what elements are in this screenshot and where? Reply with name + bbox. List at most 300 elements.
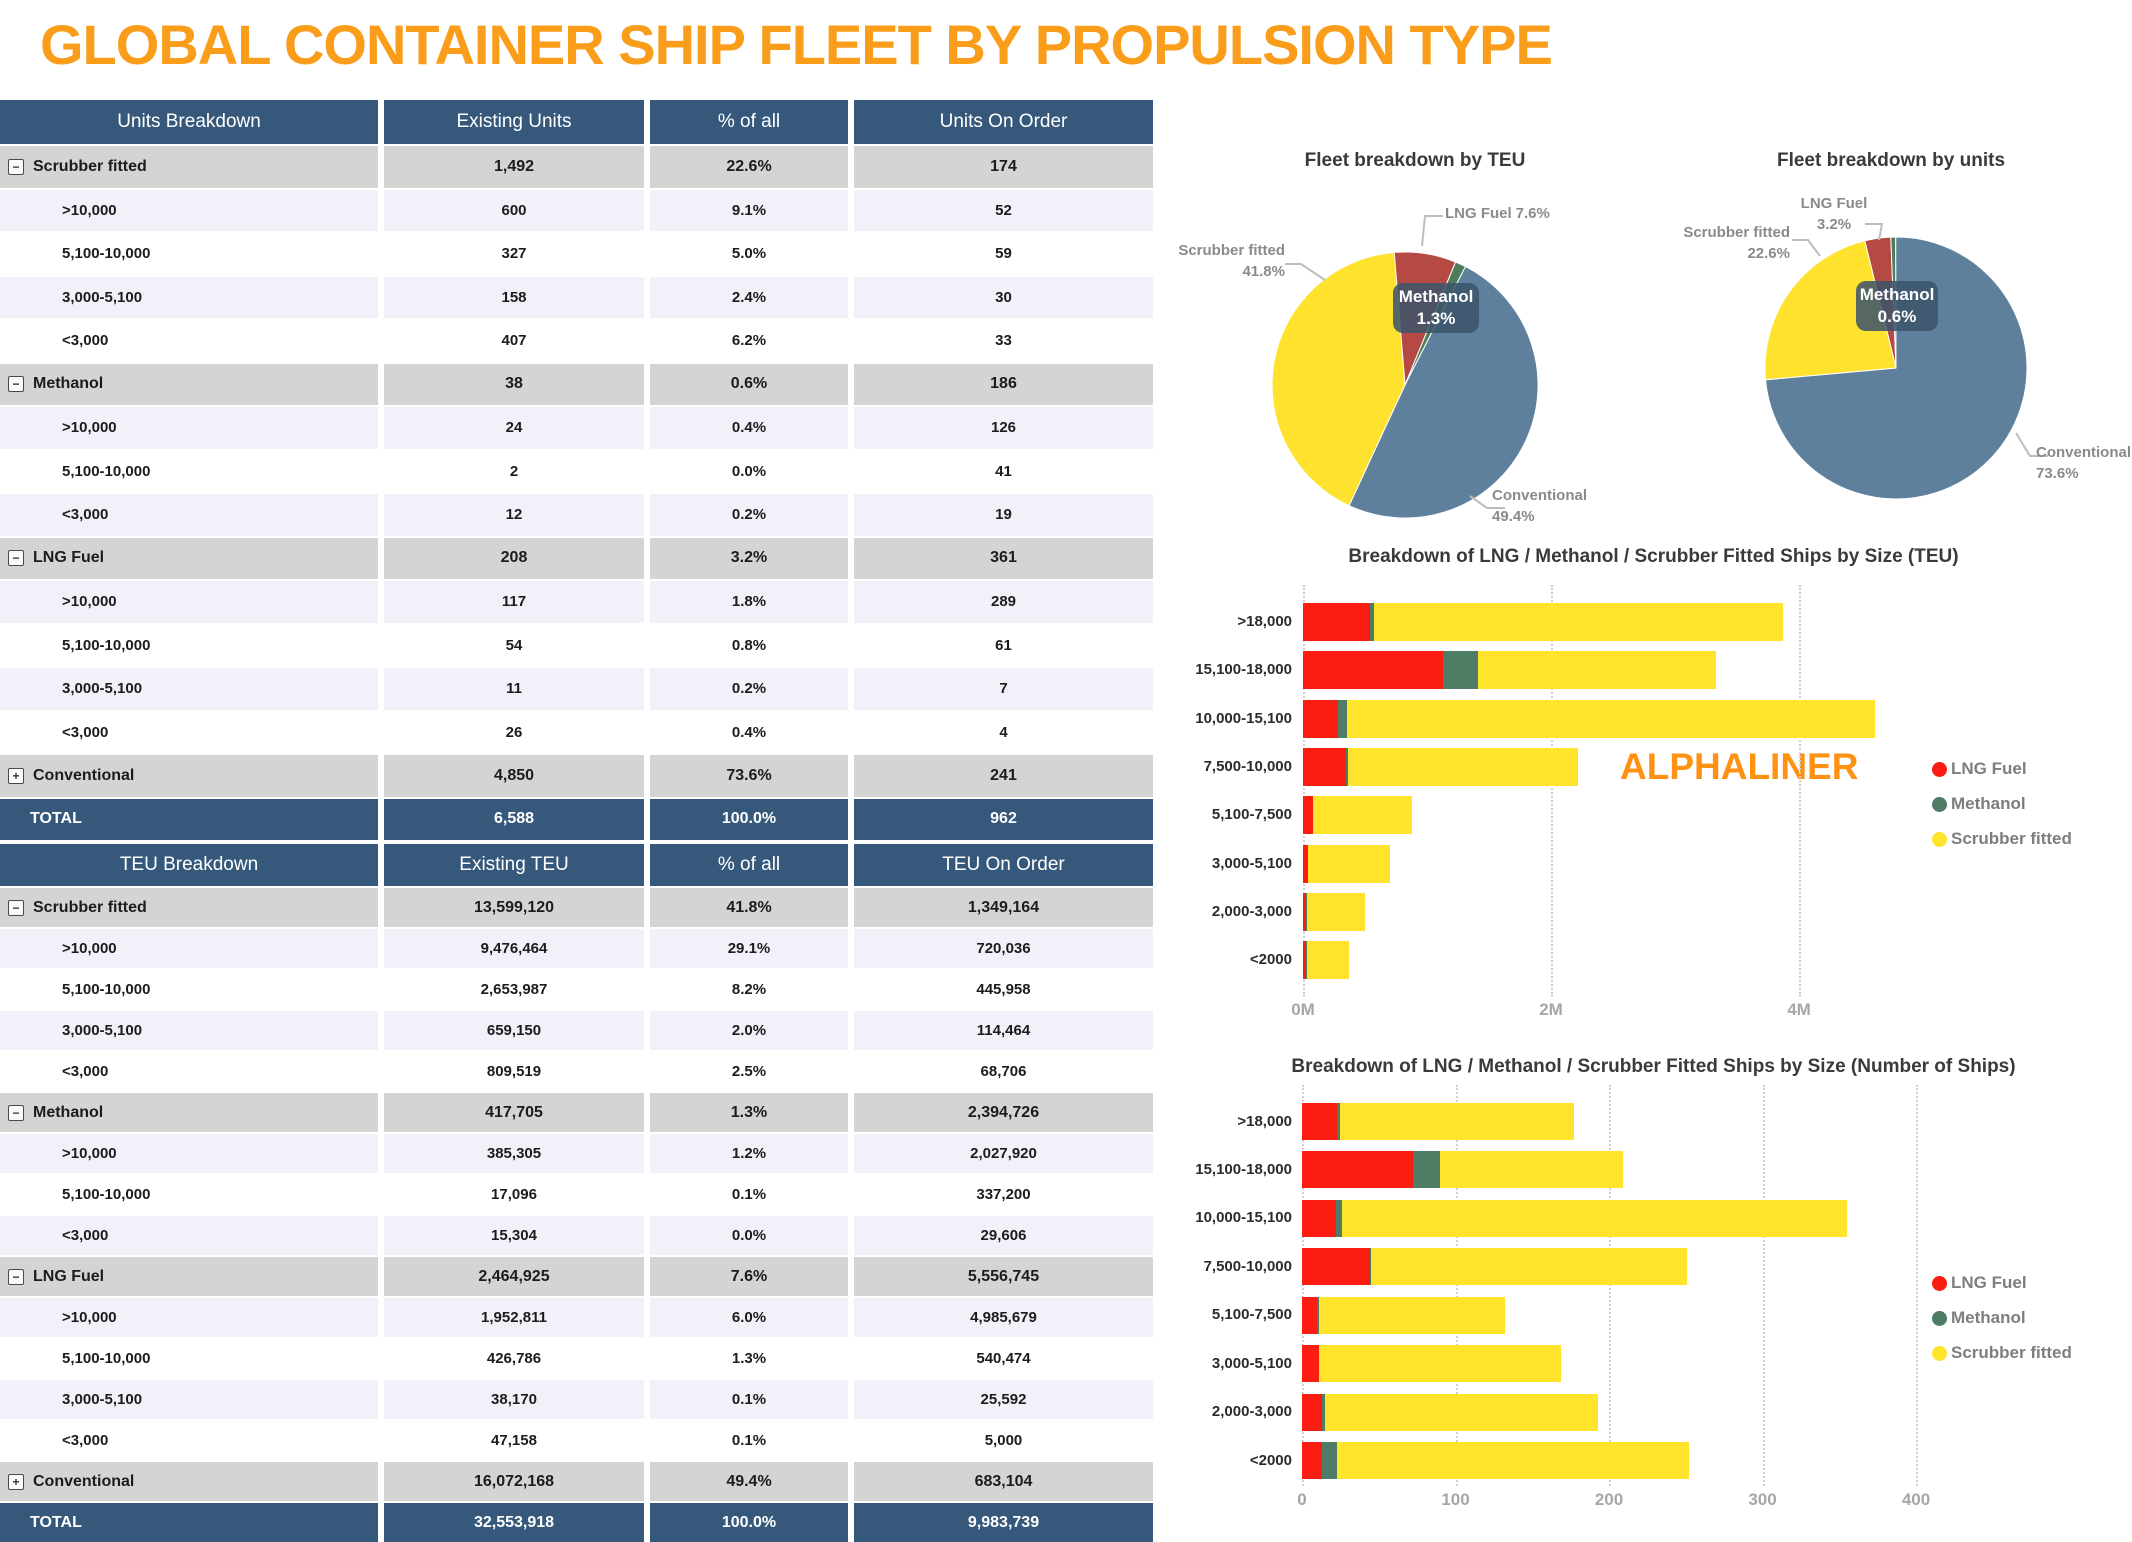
table-row-total xyxy=(0,799,1153,841)
row-label: LNG Fuel xyxy=(33,549,105,567)
table-row-sub xyxy=(0,190,1153,232)
row-label: Conventional xyxy=(33,766,135,784)
row-label-cell xyxy=(0,538,378,580)
bar-segment-methanol[interactable] xyxy=(1443,651,1478,689)
value-cell: 417,705 xyxy=(384,1093,644,1132)
pie-label-name: Conventional xyxy=(2036,444,2132,461)
bar-segment-lng-fuel[interactable] xyxy=(1303,603,1370,641)
units-breakdown-table xyxy=(0,100,1153,842)
bar-segment-scrubber-fitted[interactable] xyxy=(1308,845,1390,883)
row-label-cell xyxy=(0,1298,378,1337)
expand-icon[interactable]: + xyxy=(8,768,24,784)
table-row-sub xyxy=(0,1339,1153,1378)
value-cell: 2 xyxy=(384,451,644,493)
row-label: 5,100-10,000 xyxy=(62,981,151,998)
table-row-sub xyxy=(0,1380,1153,1419)
value-cell: 5,000 xyxy=(854,1421,1153,1460)
value-cell: 100.0% xyxy=(650,1503,848,1542)
row-label: <3,000 xyxy=(62,1432,109,1449)
label-leader-line xyxy=(1285,264,1325,280)
bar-row xyxy=(1303,603,1783,641)
table-row-sub xyxy=(0,1421,1153,1460)
column-header: Existing TEU xyxy=(384,844,644,886)
bar-segment-lng-fuel[interactable] xyxy=(1302,1394,1322,1431)
row-label: <3,000 xyxy=(62,723,109,741)
table-row-group xyxy=(0,888,1153,927)
value-cell: 600 xyxy=(384,190,644,232)
row-label-cell xyxy=(0,755,378,797)
row-label-cell xyxy=(0,712,378,754)
row-label: LNG Fuel xyxy=(33,1267,105,1285)
x-gridline xyxy=(1916,1085,1918,1486)
legend-item-methanol[interactable] xyxy=(1932,793,2026,815)
column-header: TEU Breakdown xyxy=(0,844,378,886)
row-label: 3,000-5,100 xyxy=(62,680,143,698)
value-cell: 1.8% xyxy=(650,581,848,623)
bar-segment-lng-fuel[interactable] xyxy=(1303,796,1313,834)
value-cell: 41 xyxy=(854,451,1153,493)
row-label: >10,000 xyxy=(62,1309,117,1326)
bar-segment-lng-fuel[interactable] xyxy=(1302,1297,1317,1334)
value-cell: 25,592 xyxy=(854,1380,1153,1419)
value-cell: 29,606 xyxy=(854,1216,1153,1255)
row-label-cell xyxy=(0,1175,378,1214)
value-cell: 38 xyxy=(384,364,644,406)
value-cell: 0.2% xyxy=(650,494,848,536)
bar-row xyxy=(1303,893,1365,931)
table-row-group xyxy=(0,364,1153,406)
row-label-cell xyxy=(0,1216,378,1255)
value-cell: 1,492 xyxy=(384,146,644,188)
bar-row xyxy=(1302,1200,1847,1237)
x-tick-label: 100 xyxy=(1441,1490,1470,1509)
legend-dot xyxy=(1932,1311,1947,1326)
table-row-sub xyxy=(0,625,1153,667)
table-row-sub xyxy=(0,1216,1153,1255)
legend-label: Scrubber fitted xyxy=(1951,829,2072,848)
table-header-row xyxy=(0,100,1153,144)
legend-dot xyxy=(1932,832,1947,847)
value-cell: 327 xyxy=(384,233,644,275)
row-label-cell xyxy=(0,320,378,362)
legend-label: LNG Fuel xyxy=(1951,759,2027,778)
table-row-sub xyxy=(0,1175,1153,1214)
expand-icon[interactable]: + xyxy=(8,1474,24,1490)
value-cell: 0.1% xyxy=(650,1380,848,1419)
legend-dot xyxy=(1932,762,1947,777)
value-cell: 9,983,739 xyxy=(854,1503,1153,1542)
row-label-cell xyxy=(0,581,378,623)
value-cell: 11 xyxy=(384,668,644,710)
bar-row xyxy=(1303,700,1875,738)
pie-label-name: Scrubber fitted xyxy=(1178,242,1285,259)
value-cell: 0.1% xyxy=(650,1421,848,1460)
value-cell: 19 xyxy=(854,494,1153,536)
pie-label-name: Conventional xyxy=(1492,487,1588,504)
value-cell: 186 xyxy=(854,364,1153,406)
bar-segment-lng-fuel[interactable] xyxy=(1303,700,1338,738)
value-cell: 38,170 xyxy=(384,1380,644,1419)
row-label-cell xyxy=(0,970,378,1009)
value-cell: 241 xyxy=(854,755,1153,797)
value-cell: 540,474 xyxy=(854,1339,1153,1378)
column-header: Existing Units xyxy=(384,100,644,144)
x-tick-label: 2M xyxy=(1539,1000,1563,1019)
category-label: 3,000-5,100 xyxy=(1211,1354,1292,1372)
row-label: 5,100-10,000 xyxy=(62,1186,151,1203)
value-cell: 2,027,920 xyxy=(854,1134,1153,1173)
value-cell: 52 xyxy=(854,190,1153,232)
value-cell: 15,304 xyxy=(384,1216,644,1255)
pie-label-value: 7.6% xyxy=(1515,205,1550,222)
category-label: 7,500-10,000 xyxy=(1203,1257,1292,1275)
bar-segment-lng-fuel[interactable] xyxy=(1302,1200,1336,1237)
category-label: <2000 xyxy=(1249,1451,1292,1469)
legend-dot xyxy=(1932,1346,1947,1361)
value-cell: 5,556,745 xyxy=(854,1257,1153,1296)
bar-segment-scrubber-fitted[interactable] xyxy=(1371,1248,1687,1285)
category-label: 15,100-18,000 xyxy=(1195,1160,1292,1178)
value-cell: 0.4% xyxy=(650,407,848,449)
row-label: <3,000 xyxy=(62,506,109,524)
bar-row xyxy=(1302,1345,1561,1382)
collapse-icon[interactable]: − xyxy=(8,900,24,916)
value-cell: 361 xyxy=(854,538,1153,580)
row-label: 3,000-5,100 xyxy=(62,1391,143,1408)
table-row-group xyxy=(0,146,1153,188)
x-gridline xyxy=(1609,1085,1611,1486)
value-cell: 126 xyxy=(854,407,1153,449)
value-cell: 3.2% xyxy=(650,538,848,580)
table-row-sub xyxy=(0,1011,1153,1050)
value-cell: 683,104 xyxy=(854,1462,1153,1501)
value-cell: 4 xyxy=(854,712,1153,754)
value-cell: 1.2% xyxy=(650,1134,848,1173)
legend-item-lng-fuel[interactable] xyxy=(1932,758,2027,780)
value-cell: 114,464 xyxy=(854,1011,1153,1050)
bar-segment-scrubber-fitted[interactable] xyxy=(1319,1345,1562,1382)
value-cell: 407 xyxy=(384,320,644,362)
value-cell: 59 xyxy=(854,233,1153,275)
row-label-cell xyxy=(0,1257,378,1296)
bar-segment-scrubber-fitted[interactable] xyxy=(1440,1151,1623,1188)
pie-chart-teu xyxy=(1175,140,1655,550)
bar-segment-scrubber-fitted[interactable] xyxy=(1348,748,1577,786)
row-label: 5,100-10,000 xyxy=(62,245,151,263)
table-row-sub xyxy=(0,712,1153,754)
value-cell: 49.4% xyxy=(650,1462,848,1501)
callout-value: 1.3% xyxy=(1416,309,1456,328)
x-tick-label: 0 xyxy=(1297,1490,1307,1509)
value-cell: 6,588 xyxy=(384,799,644,841)
value-cell: 54 xyxy=(384,625,644,667)
value-cell: 289 xyxy=(854,581,1153,623)
column-header: TEU On Order xyxy=(854,844,1153,886)
bar-segment-lng-fuel[interactable] xyxy=(1302,1151,1413,1188)
bar-row xyxy=(1302,1442,1689,1479)
value-cell: 337,200 xyxy=(854,1175,1153,1214)
row-label: Scrubber fitted xyxy=(33,898,147,916)
table-row-sub xyxy=(0,581,1153,623)
value-cell: 9,476,464 xyxy=(384,929,644,968)
teu-breakdown-table xyxy=(0,844,1153,1542)
x-tick-label: 0M xyxy=(1291,1000,1315,1019)
bar-row xyxy=(1303,845,1390,883)
bar-segment-scrubber-fitted[interactable] xyxy=(1319,1297,1505,1334)
category-label: <2000 xyxy=(1249,951,1292,969)
value-cell: 24 xyxy=(384,407,644,449)
table-row-group xyxy=(0,755,1153,797)
bar-row xyxy=(1303,796,1412,834)
category-label: >18,000 xyxy=(1237,1112,1292,1130)
bar-row xyxy=(1303,748,1578,786)
value-cell: 16,072,168 xyxy=(384,1462,644,1501)
row-label: >10,000 xyxy=(62,1145,117,1162)
x-gridline xyxy=(1303,585,1305,997)
row-label-cell xyxy=(0,668,378,710)
bar-row xyxy=(1303,651,1716,689)
value-cell: 659,150 xyxy=(384,1011,644,1050)
bar-segment-lng-fuel[interactable] xyxy=(1303,748,1346,786)
row-label-cell xyxy=(0,1380,378,1419)
collapse-icon[interactable]: − xyxy=(8,159,24,175)
row-label-cell xyxy=(0,1011,378,1050)
pie-svg xyxy=(1650,140,2132,550)
value-cell: 158 xyxy=(384,277,644,319)
legend-label: Methanol xyxy=(1951,794,2026,813)
value-cell: 174 xyxy=(854,146,1153,188)
bar-row xyxy=(1302,1151,1623,1188)
legend-item-methanol[interactable] xyxy=(1932,1307,2026,1329)
table-row-sub xyxy=(0,233,1153,275)
row-label: 3,000-5,100 xyxy=(62,288,143,306)
row-label: TOTAL xyxy=(30,1513,82,1531)
bar-row xyxy=(1302,1103,1574,1140)
row-label-cell xyxy=(0,494,378,536)
value-cell: 68,706 xyxy=(854,1052,1153,1091)
value-cell: 7.6% xyxy=(650,1257,848,1296)
bar-segment-scrubber-fitted[interactable] xyxy=(1307,941,1349,979)
row-label-cell xyxy=(0,1503,378,1542)
methanol-callout xyxy=(1393,283,1479,333)
x-tick-label: 300 xyxy=(1748,1490,1777,1509)
bar-segment-lng-fuel[interactable] xyxy=(1302,1248,1370,1285)
value-cell: 720,036 xyxy=(854,929,1153,968)
value-cell: 2.4% xyxy=(650,277,848,319)
category-label: 2,000-3,000 xyxy=(1211,1403,1292,1421)
table-row-sub xyxy=(0,1052,1153,1091)
value-cell: 26 xyxy=(384,712,644,754)
table-row-sub xyxy=(0,1134,1153,1173)
table-row-group xyxy=(0,1462,1153,1501)
x-tick-label: 400 xyxy=(1901,1490,1931,1509)
row-label: <3,000 xyxy=(62,1227,109,1244)
value-cell: 32,553,918 xyxy=(384,1503,644,1542)
table-row-sub xyxy=(0,970,1153,1009)
bar-segment-scrubber-fitted[interactable] xyxy=(1478,651,1716,689)
row-label-cell xyxy=(0,1052,378,1091)
bar-segment-scrubber-fitted[interactable] xyxy=(1325,1394,1598,1431)
bar-segment-lng-fuel[interactable] xyxy=(1303,651,1443,689)
table-row-sub xyxy=(0,451,1153,493)
bar-segment-lng-fuel[interactable] xyxy=(1302,1345,1319,1382)
row-label: 5,100-10,000 xyxy=(62,636,151,654)
x-tick-label: 200 xyxy=(1594,1490,1624,1509)
legend-label: LNG Fuel xyxy=(1951,1273,2027,1292)
pie-label-name: Scrubber fitted xyxy=(1683,224,1790,241)
bar-segment-scrubber-fitted[interactable] xyxy=(1337,1442,1689,1479)
category-label: 5,100-7,500 xyxy=(1211,806,1292,824)
pie-label-value: 22.6% xyxy=(1747,245,1790,262)
x-gridline xyxy=(1551,585,1553,997)
value-cell: 9.1% xyxy=(650,190,848,232)
legend-dot xyxy=(1932,797,1947,812)
bar-segment-methanol[interactable] xyxy=(1413,1151,1441,1188)
pie-label-scrubber xyxy=(1650,222,1790,264)
legend-item-scrubber-fitted[interactable] xyxy=(1932,1342,2072,1364)
row-label-cell xyxy=(0,277,378,319)
pie-label-lng xyxy=(1445,203,1554,224)
collapse-icon[interactable]: − xyxy=(8,1105,24,1121)
row-label-cell xyxy=(0,1339,378,1378)
legend-label: Scrubber fitted xyxy=(1951,1343,2072,1362)
value-cell: 0.0% xyxy=(650,1216,848,1255)
value-cell: 2,653,987 xyxy=(384,970,644,1009)
value-cell: 13,599,120 xyxy=(384,888,644,927)
pie-teu-title: Fleet breakdown by TEU xyxy=(1304,150,1526,171)
pie-label-lng xyxy=(1796,193,1872,235)
value-cell: 8.2% xyxy=(650,970,848,1009)
row-label: <3,000 xyxy=(62,1063,109,1080)
value-cell: 4,850 xyxy=(384,755,644,797)
pie-label-conventional xyxy=(1492,485,1587,527)
value-cell: 0.0% xyxy=(650,451,848,493)
row-label-cell xyxy=(0,799,378,841)
pie-label-name: LNG Fuel xyxy=(1445,205,1512,222)
value-cell: 22.6% xyxy=(650,146,848,188)
bar-segment-scrubber-fitted[interactable] xyxy=(1313,796,1412,834)
callout-value: 0.6% xyxy=(1877,307,1917,326)
category-label: 3,000-5,100 xyxy=(1211,854,1292,872)
x-gridline xyxy=(1763,1085,1765,1486)
value-cell: 1,952,811 xyxy=(384,1298,644,1337)
row-label-cell xyxy=(0,190,378,232)
category-label: 5,100-7,500 xyxy=(1211,1306,1292,1324)
value-cell: 1.3% xyxy=(650,1093,848,1132)
pie-chart-units xyxy=(1650,140,2132,550)
row-label-cell xyxy=(0,364,378,406)
row-label: Methanol xyxy=(33,375,104,393)
category-label: 10,000-15,100 xyxy=(1195,709,1292,727)
value-cell: 47,158 xyxy=(384,1421,644,1460)
row-label: >10,000 xyxy=(62,419,117,437)
category-label: 7,500-10,000 xyxy=(1203,757,1292,775)
bar-segment-scrubber-fitted[interactable] xyxy=(1342,1200,1847,1237)
pie-label-value: 73.6% xyxy=(2036,465,2079,482)
pie-label-value: 41.8% xyxy=(1242,263,1285,280)
row-label: Methanol xyxy=(33,1103,104,1121)
value-cell: 6.2% xyxy=(650,320,848,362)
value-cell: 4,985,679 xyxy=(854,1298,1153,1337)
category-label: 2,000-3,000 xyxy=(1211,902,1292,920)
pie-label-name: LNG Fuel xyxy=(1800,195,1868,212)
row-label: Conventional xyxy=(33,1472,135,1490)
row-label-cell xyxy=(0,146,378,188)
row-label-cell xyxy=(0,1134,378,1173)
column-header: % of all xyxy=(650,844,848,886)
table-row-sub xyxy=(0,320,1153,362)
bar-segment-lng-fuel[interactable] xyxy=(1302,1442,1322,1479)
value-cell: 208 xyxy=(384,538,644,580)
bar-segment-scrubber-fitted[interactable] xyxy=(1374,603,1783,641)
table-row-sub xyxy=(0,1298,1153,1337)
category-label: 10,000-15,100 xyxy=(1195,1209,1292,1227)
row-label-cell xyxy=(0,1093,378,1132)
value-cell: 73.6% xyxy=(650,755,848,797)
column-header: % of all xyxy=(650,100,848,144)
value-cell: 426,786 xyxy=(384,1339,644,1378)
callout-name: Methanol xyxy=(1398,287,1474,306)
bar-segment-scrubber-fitted[interactable] xyxy=(1340,1103,1573,1140)
bar-row xyxy=(1302,1248,1687,1285)
row-label: Scrubber fitted xyxy=(33,157,147,175)
bar-row xyxy=(1302,1394,1598,1431)
pie-label-conventional xyxy=(2036,442,2131,484)
bar-segment-methanol[interactable] xyxy=(1338,700,1347,738)
page-title: GLOBAL CONTAINER SHIP FLEET BY PROPULSION TYPE xyxy=(40,13,1552,76)
legend-label: Methanol xyxy=(1951,1308,2026,1327)
legend-item-scrubber-fitted[interactable] xyxy=(1932,828,2072,850)
collapse-icon[interactable]: − xyxy=(8,550,24,566)
bar-segment-lng-fuel[interactable] xyxy=(1302,1103,1337,1140)
table-row-group xyxy=(0,1093,1153,1132)
collapse-icon[interactable]: − xyxy=(8,1269,24,1285)
value-cell: 17,096 xyxy=(384,1175,644,1214)
value-cell: 41.8% xyxy=(650,888,848,927)
row-label: 5,100-10,000 xyxy=(62,1350,151,1367)
pie-label-value: 3.2% xyxy=(1816,216,1852,233)
value-cell: 2.0% xyxy=(650,1011,848,1050)
value-cell: 385,305 xyxy=(384,1134,644,1173)
row-label-cell xyxy=(0,451,378,493)
row-label-cell xyxy=(0,1421,378,1460)
table-row-sub xyxy=(0,494,1153,536)
value-cell: 0.4% xyxy=(650,712,848,754)
pie-units-title: Fleet breakdown by units xyxy=(1776,150,2006,171)
value-cell: 0.2% xyxy=(650,668,848,710)
row-label-cell xyxy=(0,1462,378,1501)
collapse-icon[interactable]: − xyxy=(8,376,24,392)
bar-segment-scrubber-fitted[interactable] xyxy=(1347,700,1875,738)
bar-segment-methanol[interactable] xyxy=(1322,1442,1337,1479)
table-header-row xyxy=(0,844,1153,886)
value-cell: 809,519 xyxy=(384,1052,644,1091)
value-cell: 100.0% xyxy=(650,799,848,841)
value-cell: 2,464,925 xyxy=(384,1257,644,1296)
row-label: <3,000 xyxy=(62,332,109,350)
value-cell: 61 xyxy=(854,625,1153,667)
row-label: 5,100-10,000 xyxy=(62,462,151,480)
row-label-cell xyxy=(0,407,378,449)
value-cell: 30 xyxy=(854,277,1153,319)
label-leader-line xyxy=(1792,240,1820,256)
x-gridline xyxy=(1799,585,1801,997)
bar-segment-scrubber-fitted[interactable] xyxy=(1307,893,1365,931)
legend-item-lng-fuel[interactable] xyxy=(1932,1272,2027,1294)
value-cell: 1.3% xyxy=(650,1339,848,1378)
table-row-sub xyxy=(0,277,1153,319)
value-cell: 117 xyxy=(384,581,644,623)
